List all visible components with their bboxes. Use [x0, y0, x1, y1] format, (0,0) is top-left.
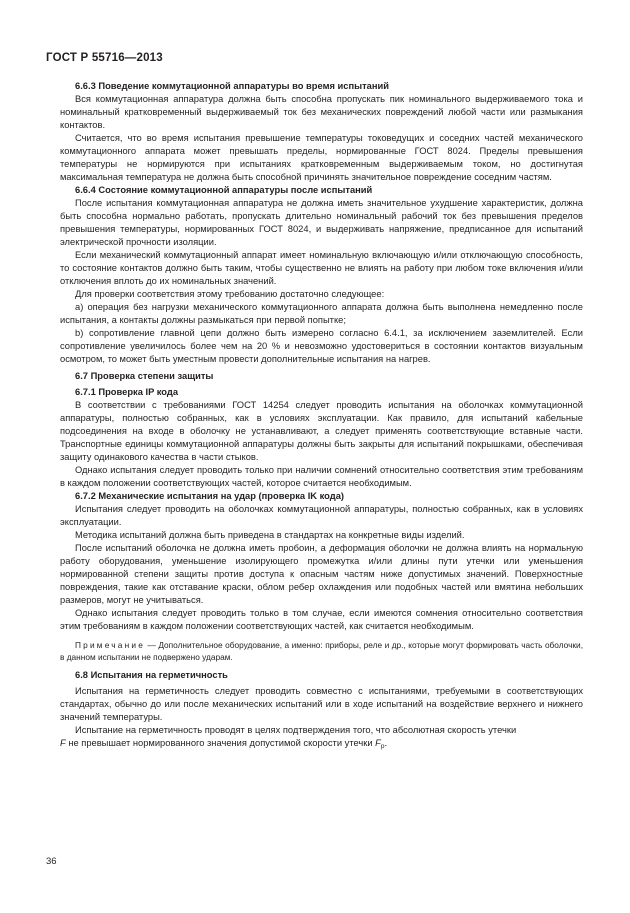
- paragraph: В соответствии с требованиями ГОСТ 14254 следует проводить испытания на оболочках коммутационной аппаратуры, полностью собранных, как в условиях эксплуатации. Как правило, для испытаний кабельные подсоединения на входе в оболочку не устанавливают, а следует применять соответствующие вставные части. Транспортные единицы коммутационной аппаратуры должны быть закрыты для испытаний покрышками, обеспечивая защиту одинакового качества в части стыков.: [60, 400, 583, 462]
- section-title-6-6-4: 6.6.4 Состояние коммутационной аппаратуры после испытаний: [75, 185, 373, 195]
- section-title-6-6-3: 6.6.3 Поведение коммутационной аппаратуры во время испытаний: [75, 81, 390, 91]
- paragraph: После испытаний оболочка не должна иметь пробоин, а деформация оболочки не должна влиять на нормальную работу оборудования, уменьшение изолирующего промежутка и/или длины пути утечки или уменьшения нормированной степени защиты против доступа к опасным частям ниже допустимых значений. Поверхностные повреждения, такие как отставание краски, облом ребер охлаждения или подобных частей или вмятина небольших размеров, могут не учитываться.: [60, 543, 583, 605]
- paragraph: Однако испытания следует проводить только при наличии сомнений относительно соответствия этим требованиям в каждом положении соответствующих частей, которое считается необходимым.: [60, 465, 583, 488]
- list-item-b: b) сопротивление главной цепи должно быть измерено согласно 6.4.1, за исключением заземлителей. Если сопротивление увеличилось более чем на 20 % и невозможно удостовериться в состоянии контактов визуальным осмотром, то может быть уместным провести дополнительные испытания на нагрев.: [60, 328, 583, 364]
- paragraph: Если механический коммутационный аппарат имеет номинальную включающую и/или отключающую способность, то состояние контактов должно быть таким, чтобы существенно не влиять на работу при любом токе включения и/или отключения вплоть до их номинальных значений.: [60, 250, 583, 286]
- note-text: — Дополнительное оборудование, а именно: приборы, реле и др., которые могут формировать часть оболочки, в данном испытании не подвержено ударам.: [60, 640, 583, 662]
- page-content: [60, 80, 583, 753]
- standard-header: ГОСТ Р 55716—2013: [46, 52, 163, 64]
- section-title-6-7: 6.7 Проверка степени защиты: [75, 371, 214, 381]
- section-title-6-8: 6.8 Испытания на герметичность: [75, 670, 228, 680]
- paragraph: Считается, что во время испытания превышение температуры токоведущих и соседних частей механического коммутационного аппарата может превышать пределы, нормированные ГОСТ 8024. Пределы превышения температуры не нормируются при испытаниях кратковременным выдерживаемым током, но достигнутая максимальная температура не должна быть способной причинять значительное повреждение соседним частям.: [60, 133, 583, 182]
- paragraph: Испытание на герметичность проводят в целях подтверждения того, что абсолютная скорость утечки: [75, 725, 517, 735]
- paragraph: Испытания следует проводить на оболочках коммутационной аппаратуры, полностью собранных, как в условиях эксплуатации.: [60, 504, 583, 527]
- list-item-a: a) операция без нагрузки механического коммутационного аппарата должна быть выполнена немедленно после испытания, а контакты должны размыкаться при первой попытке;: [60, 302, 583, 325]
- note-label: Примечание: [75, 640, 146, 650]
- period: .: [384, 738, 388, 748]
- paragraph: Однако испытания следует проводить только в том случае, если имеются сомнения относительно соответствия этим требованиям в каждом положении соответствующих частей, как считается необходимым.: [60, 608, 583, 631]
- paragraph: Вся коммутационная аппаратура должна быть способна пропускать пик номинального выдерживаемого тока и номинальный кратковременный выдерживаемый ток без механических повреждений любой части или размыкания контактов.: [60, 94, 583, 130]
- paragraph: Методика испытаний должна быть приведена в стандартах на конкретные виды изделий.: [75, 530, 465, 540]
- paragraph-continuation: [60, 737, 583, 753]
- paragraph: Для проверки соответствия этому требованию достаточно следующее:: [75, 289, 385, 299]
- section-title-6-7-1: 6.7.1 Проверка IP кода: [75, 387, 179, 397]
- page-number: 36: [46, 856, 57, 867]
- variable-fp: F: [375, 738, 381, 748]
- paragraph: После испытания коммутационная аппаратура не должна иметь значительное ухудшение характеристик, должна быть способна нормально работать, пропускать длительно номинальный рабочий ток без превышения пределов превышения температуры, нормированных ГОСТ 8024, и выдерживать напряжение, предписанное для испытаний электрической прочности изоляции.: [60, 198, 583, 247]
- text: не превышает нормированного значения допустимой скорости утечки: [65, 738, 376, 748]
- note: [60, 639, 583, 663]
- variable-f: F: [60, 738, 66, 748]
- subscript: p: [380, 743, 385, 750]
- section-title-6-7-2: 6.7.2 Механические испытания на удар (проверка IK кода): [75, 491, 345, 501]
- paragraph: Испытания на герметичность следует проводить совместно с испытаниями, требуемыми в соответствующих стандартах, обычно до или после механических испытаний или в ходе испытаний на воздействие верхнего и нижнего значений температуры.: [60, 686, 583, 722]
